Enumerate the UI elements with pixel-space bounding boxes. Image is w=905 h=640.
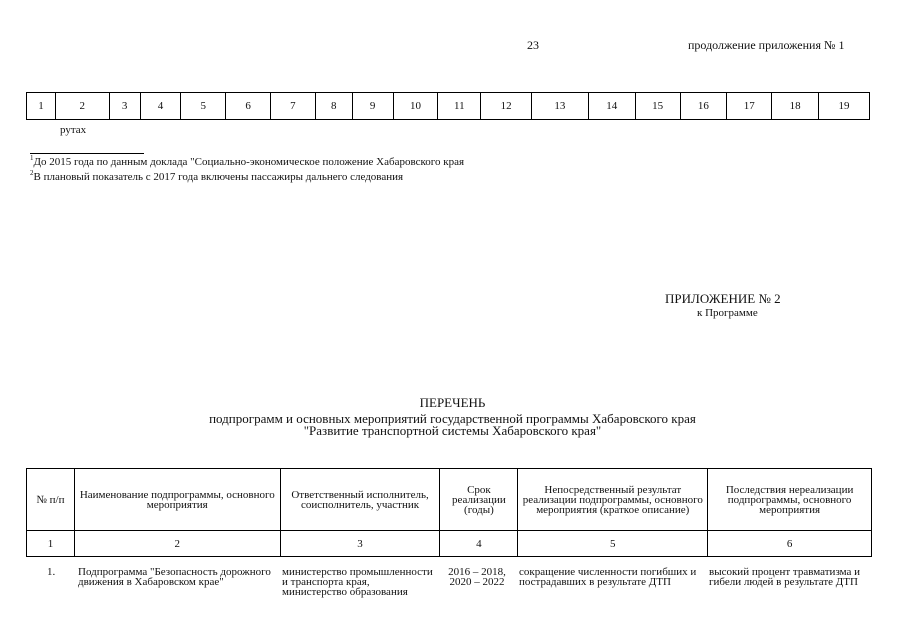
row-period: 2016 – 2018, 2020 – 2022 bbox=[448, 566, 506, 588]
number-cell: 2 bbox=[55, 93, 109, 120]
col-number-cell: 5 bbox=[518, 531, 708, 557]
col-number-cell: 1 bbox=[27, 531, 75, 557]
header-cell: Наименование подпрограммы, основного мероприятия bbox=[74, 469, 280, 531]
document-title: ПЕРЕЧЕНЬ bbox=[419, 395, 486, 410]
footnote-1 bbox=[30, 156, 464, 168]
appendix-title: ПРИЛОЖЕНИЕ № 2 bbox=[665, 291, 781, 306]
number-cell: 10 bbox=[393, 93, 438, 120]
number-cell: 4 bbox=[140, 93, 181, 120]
row-number: 1. bbox=[47, 566, 56, 578]
document-subtitle bbox=[0, 413, 905, 437]
header-cell: Непосредственный результат реализации подпрограммы, основного мероприятия (краткое описание) bbox=[518, 469, 708, 531]
row-consequence: высокий процент травматизма и гибели людей в результате ДТП bbox=[709, 566, 861, 588]
number-cell: 7 bbox=[271, 93, 316, 120]
column-number-row bbox=[27, 531, 872, 557]
number-cell: 18 bbox=[772, 93, 819, 120]
number-row bbox=[27, 93, 870, 120]
number-cell: 12 bbox=[481, 93, 532, 120]
col-number-cell: 3 bbox=[280, 531, 440, 557]
program-table bbox=[26, 468, 872, 557]
subtitle-line: подпрограмм и основных мероприятий государственной программы Хабаровского края bbox=[209, 411, 696, 426]
table-header-row bbox=[27, 469, 872, 531]
number-cell: 17 bbox=[727, 93, 772, 120]
number-cell: 5 bbox=[181, 93, 226, 120]
number-cell: 3 bbox=[109, 93, 140, 120]
appendix-subtitle: к Программе bbox=[697, 307, 758, 319]
footnote-mark: 1 bbox=[30, 154, 34, 162]
footnote-text: До 2015 года по данным доклада "Социально-экономическое положение Хабаровского края bbox=[33, 156, 465, 168]
footnote-mark: 2 bbox=[30, 169, 34, 177]
number-cell: 15 bbox=[635, 93, 680, 120]
number-cell: 16 bbox=[680, 93, 727, 120]
header-cell: Последствия нереализации подпрограммы, основного мероприятия bbox=[708, 469, 872, 531]
number-cell: 19 bbox=[819, 93, 870, 120]
col-number-cell: 2 bbox=[74, 531, 280, 557]
table-fragment-text: рутах bbox=[60, 124, 87, 136]
col-number-cell: 4 bbox=[440, 531, 518, 557]
row-result: сокращение численности погибших и пострадавших в результате ДТП bbox=[519, 566, 697, 588]
subtitle-line: "Развитие транспортной системы Хабаровского края" bbox=[303, 423, 602, 438]
column-number-table bbox=[26, 92, 870, 120]
number-cell: 13 bbox=[532, 93, 589, 120]
number-cell: 8 bbox=[315, 93, 352, 120]
number-cell: 6 bbox=[226, 93, 271, 120]
number-cell: 1 bbox=[27, 93, 56, 120]
number-cell: 11 bbox=[438, 93, 481, 120]
row-executor: министерство промышленности и транспорта края, министерство образования bbox=[282, 566, 433, 598]
page-number: 23 bbox=[527, 38, 539, 52]
number-cell: 14 bbox=[588, 93, 635, 120]
footnote-divider bbox=[30, 153, 144, 154]
footnote-2 bbox=[30, 171, 403, 183]
row-name: Подпрограмма "Безопасность дорожного движения в Хабаровском крае" bbox=[78, 566, 271, 588]
col-number-cell: 6 bbox=[708, 531, 872, 557]
header-cell: Срок реализации (годы) bbox=[440, 469, 518, 531]
continuation-label: продолжение приложения № 1 bbox=[688, 38, 845, 52]
number-cell: 9 bbox=[352, 93, 393, 120]
footnote-text: В плановый показатель с 2017 года включены пассажиры дальнего следования bbox=[33, 171, 404, 183]
header-cell: № п/п bbox=[27, 469, 75, 531]
header-cell: Ответственный исполнитель, соисполнитель, участник bbox=[280, 469, 440, 531]
